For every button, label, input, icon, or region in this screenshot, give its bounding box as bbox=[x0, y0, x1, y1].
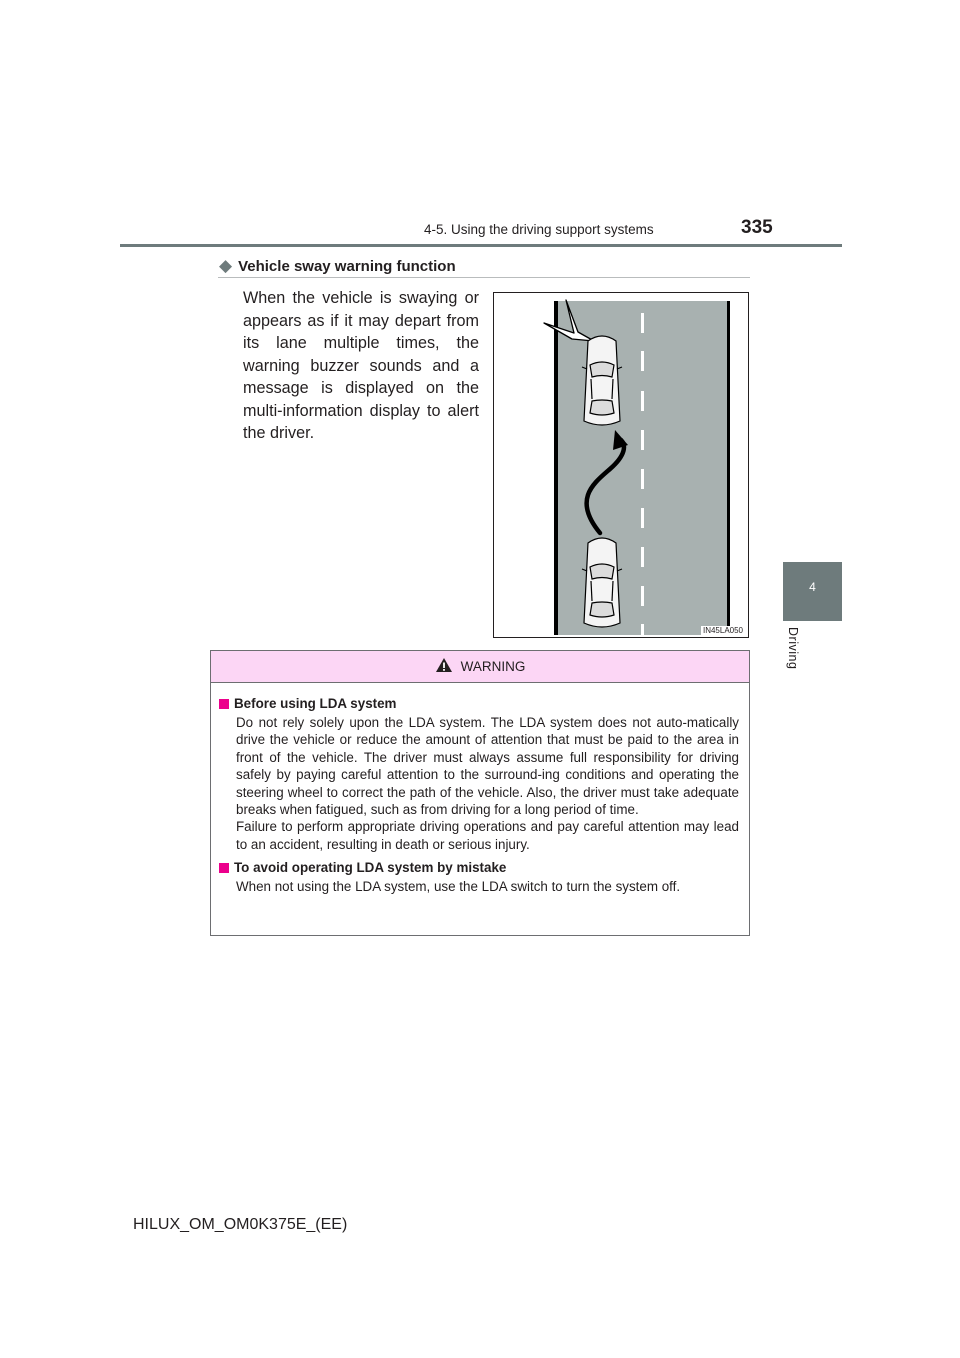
right-edge-line bbox=[727, 301, 730, 635]
warning-item-title bbox=[219, 696, 739, 711]
left-edge-line bbox=[554, 301, 558, 635]
warning-paragraph: Do not rely solely upon the LDA system. The LDA system does not auto-matically drive the vehicle or reduce the amount of attention that must be paid to the area in front of the vehicle. The driver must always assume full responsibility for driving safely by paying careful attention to the surround-ing conditions and operating the steering wheel to correct the path of the vehicle. Also, the driver must take adequate breaks when fatigued, such as from driving for a long period of time. bbox=[236, 715, 739, 818]
chapter-tab[interactable] bbox=[783, 562, 842, 621]
car-bottom-icon bbox=[582, 538, 622, 627]
warning-paragraph: When not using the LDA system, use the LDA switch to turn the system off. bbox=[236, 879, 681, 895]
square-bullet-icon bbox=[219, 699, 229, 709]
section-body-text: When the vehicle is swaying or appears as if it may depart from its lane multiple times, the warning buzzer sounds and a message is displayed on the multi-information display to alert the driver. bbox=[243, 289, 479, 442]
warning-body bbox=[211, 683, 749, 896]
car-top-icon bbox=[582, 336, 622, 425]
page-number: 335 bbox=[741, 217, 773, 238]
chapter-label: Driving bbox=[786, 627, 800, 670]
warning-item-title bbox=[219, 860, 739, 875]
warning-triangle-icon bbox=[435, 657, 453, 676]
warning-box bbox=[210, 650, 750, 936]
section-heading bbox=[219, 256, 456, 276]
heading-divider bbox=[218, 277, 750, 278]
road-diagram bbox=[494, 293, 750, 639]
chapter-number: 4 bbox=[809, 580, 816, 594]
warning-header bbox=[211, 651, 749, 683]
header-divider bbox=[120, 244, 842, 247]
diamond-icon: ◆ bbox=[219, 256, 233, 275]
warning-item-title-text: Before using LDA system bbox=[234, 696, 397, 711]
warning-title: WARNING bbox=[460, 659, 526, 674]
warning-paragraph: Failure to perform appropriate driving operations and pay careful attention may lead to an accident, resulting in death or serious injury. bbox=[236, 819, 739, 852]
header-section-title: 4-5. Using the driving support systems bbox=[424, 222, 654, 237]
section-heading-text: Vehicle sway warning function bbox=[238, 258, 456, 275]
illustration-code: IN45LA050 bbox=[702, 626, 743, 635]
warning-item-title-text: To avoid operating LDA system by mistake bbox=[234, 860, 507, 876]
lane-dashes bbox=[641, 313, 644, 635]
vehicle-sway-illustration bbox=[493, 292, 749, 638]
footer-model-code: HILUX_OM_OM0K375E_(EE) bbox=[133, 1216, 348, 1233]
square-bullet-icon bbox=[219, 863, 229, 873]
